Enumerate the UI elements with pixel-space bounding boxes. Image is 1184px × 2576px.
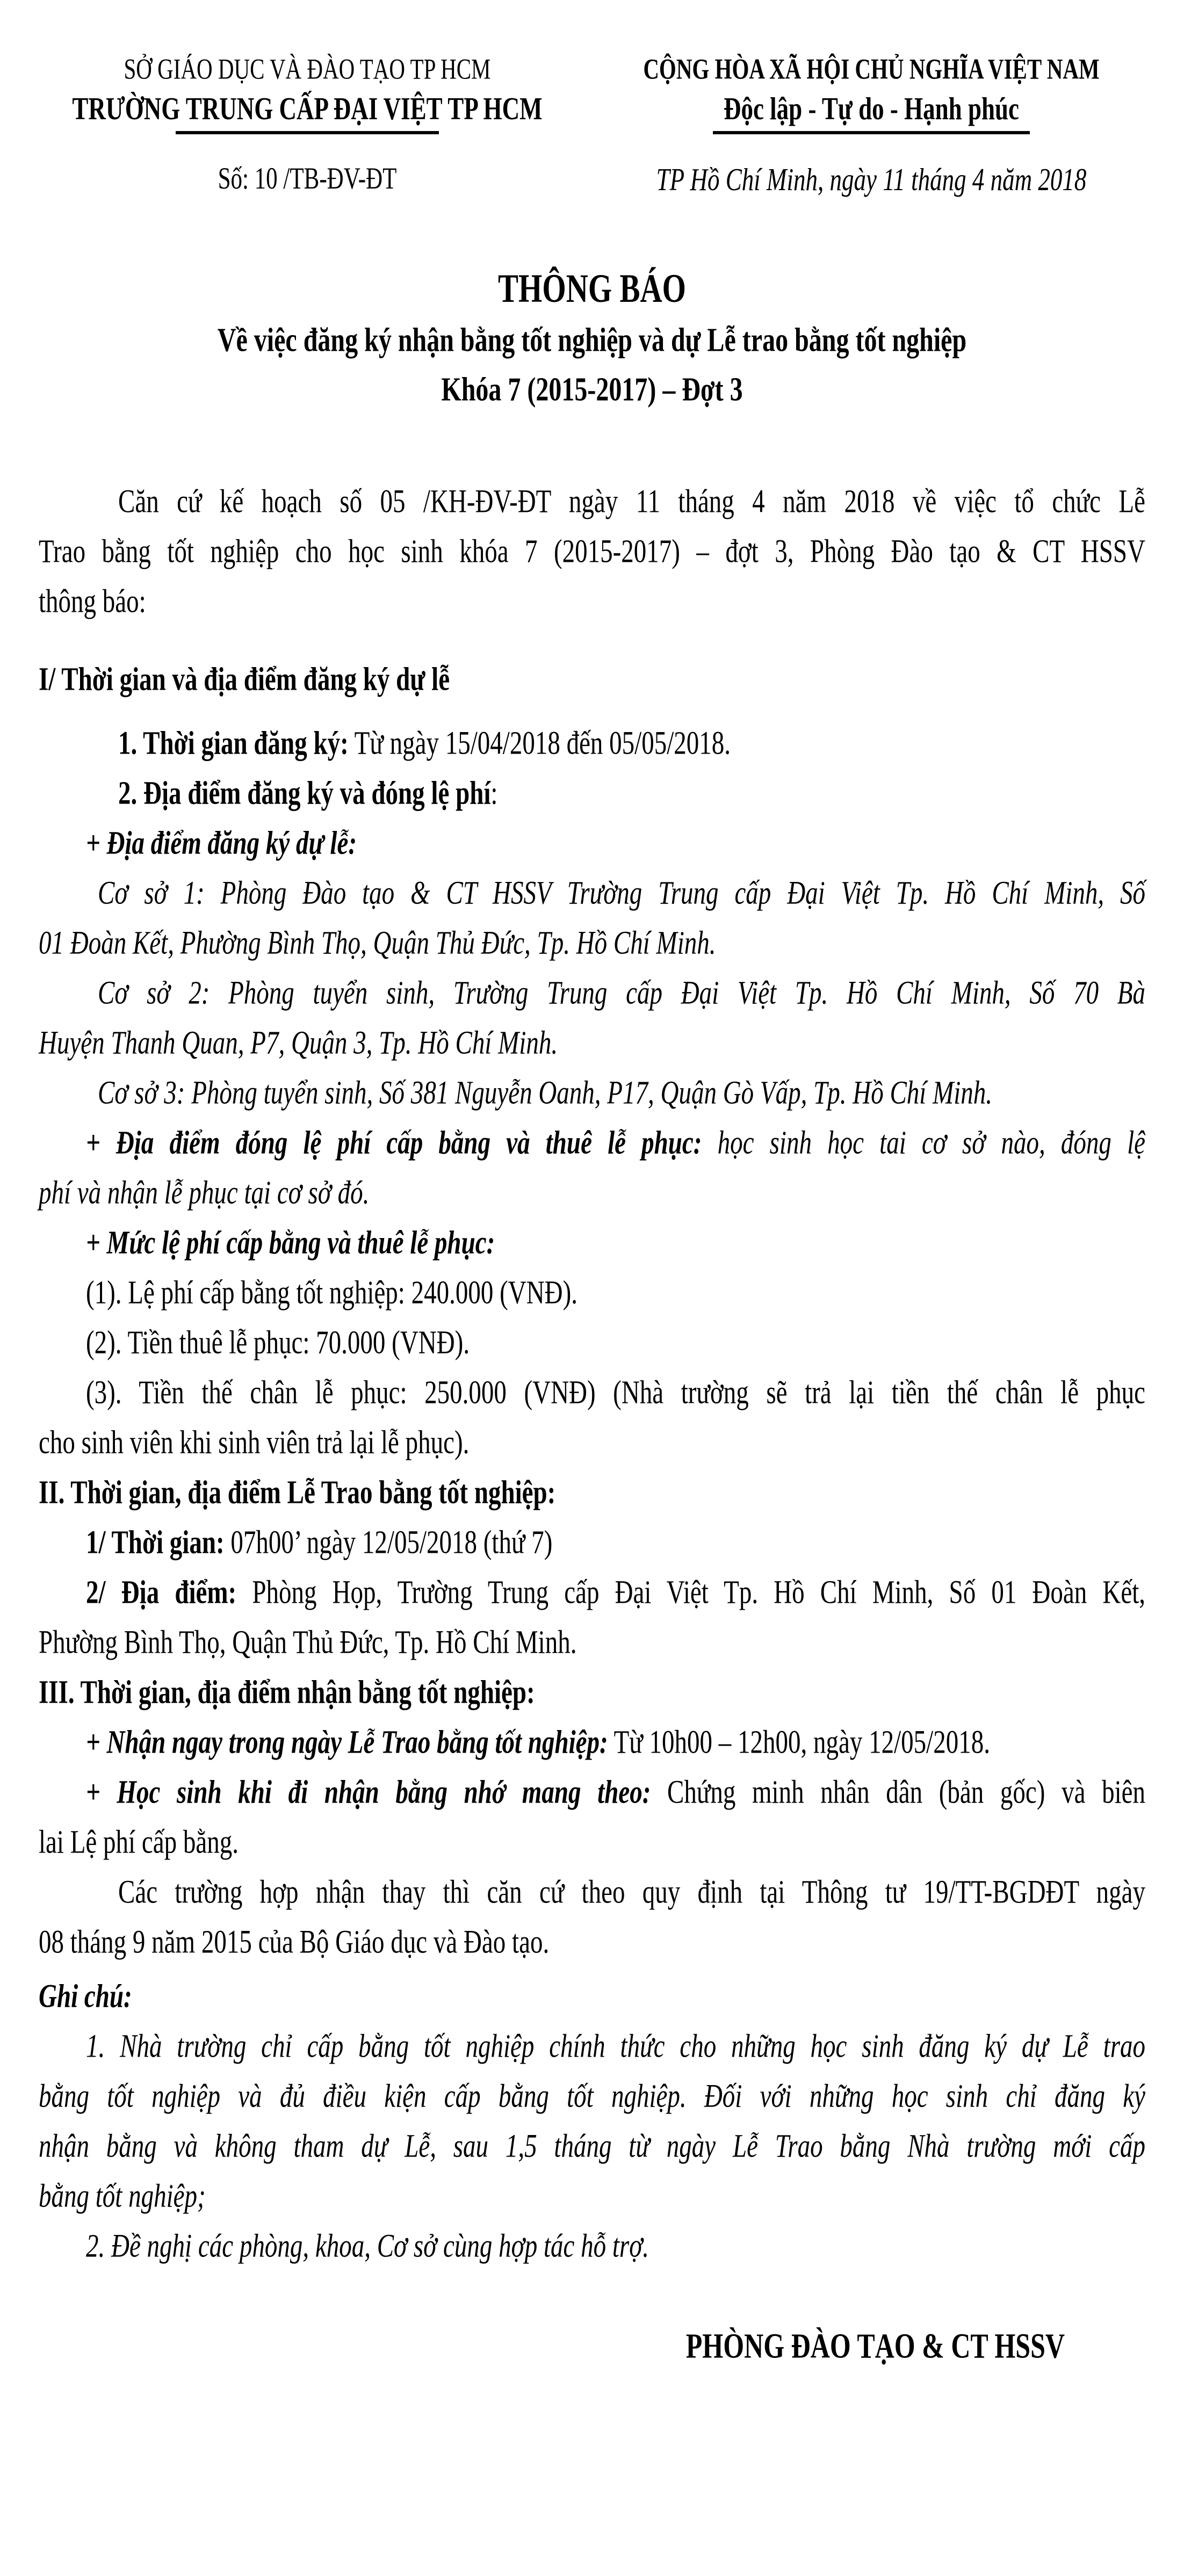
section3-bring-text-1: Chứng minh nhân dân (bản gốc) và biên — [667, 1774, 1146, 1811]
proxy-paragraph — [39, 1868, 1145, 1967]
section2-place-paragraph — [39, 1568, 1145, 1668]
proxy-line-1: Các trường hợp nhận thay thì căn cứ theo quy định tại Thông tư 19/TT-BGDĐT ngày — [118, 1874, 1145, 1911]
section3-bring-label: + Học sinh khi đi nhận bằng nhớ mang theo: — [86, 1774, 651, 1811]
intro-paragraph — [39, 477, 1145, 627]
fee-place-paragraph — [39, 1118, 1145, 1218]
section2-place-label: 2/ Địa điểm: — [86, 1574, 237, 1611]
section3-bring-line-2: lai Lệ phí cấp bằng. — [39, 1824, 239, 1861]
section2-time-text: 07h00’ ngày 12/05/2018 (thứ 7) — [230, 1524, 553, 1561]
section2-place-line-2: Phường Bình Thọ, Quận Thủ Đức, Tp. Hồ Chí Minh. — [39, 1624, 577, 1661]
campus3-line: Cơ sở 3: Phòng tuyển sinh, Số 381 Nguyễn Oanh, P17, Quận Gò Vấp, Tp. Hồ Chí Minh. — [98, 1075, 993, 1111]
letterhead-national-block — [597, 49, 1145, 199]
section2-place-text-1: Phòng Họp, Trường Trung cấp Đại Việt Tp. Hồ Chí Minh, Số 01 Đoàn Kết, — [252, 1574, 1145, 1611]
signature-department: PHÒNG ĐÀO TẠO & CT HSSV — [685, 2326, 1065, 2365]
section2-time-label: 1/ Thời gian: — [86, 1524, 225, 1561]
fee-place-label: + Địa điểm đóng lệ phí cấp bằng và thuê lễ phục: — [86, 1125, 702, 1161]
doc-batch-line: Khóa 7 (2015-2017) – Đợt 3 — [441, 371, 743, 408]
intro-line-3: thông báo: — [39, 583, 146, 620]
issuer-school-name: TRƯỜNG TRUNG CẤP ĐẠI VIỆT TP HCM — [72, 91, 543, 126]
note2-line: 2. Đề nghị các phòng, khoa, Cơ sở cùng hợp tác hỗ trợ. — [86, 2228, 649, 2264]
fee-item-1: (1). Lệ phí cấp bằng tốt nghiệp: 240.000 (VNĐ). — [86, 1275, 577, 1311]
fee-item-2: (2). Tiền thuê lễ phục: 70.000 (VNĐ). — [86, 1325, 470, 1361]
national-motto: Độc lập - Tự do - Hạnh phúc — [723, 91, 1020, 126]
letterhead — [39, 49, 1145, 199]
fee-place-line-2: phí và nhận lễ phục tại cơ sở đó. — [39, 1175, 370, 1211]
national-title: CỘNG HÒA XÃ HỘI CHỦ NGHĨA VIỆT NAM — [643, 52, 1100, 85]
fee-item-3 — [39, 1368, 1145, 1468]
section1-item2-label: 2. Địa điểm đăng ký và đóng lệ phí — [118, 775, 491, 812]
doc-title: THÔNG BÁO — [498, 266, 686, 311]
note1-line-1: 1. Nhà trường chỉ cấp bằng tốt nghiệp chính thức cho những học sinh đăng ký dự Lễ trao — [86, 2028, 1145, 2065]
section2-heading: II. Thời gian, địa điểm Lễ Trao bằng tốt nghiệp: — [39, 1474, 556, 1511]
notes-heading: Ghi chú: — [39, 1978, 132, 2015]
section1-item2-colon: : — [490, 775, 498, 812]
section3-bring-paragraph — [39, 1768, 1145, 1868]
section3-receive-label: + Nhận ngay trong ngày Lễ Trao bằng tốt nghiệp: — [86, 1724, 608, 1761]
reg-place-label: + Địa điểm đăng ký dự lễ: — [86, 825, 357, 862]
campus2-line-1: Cơ sở 2: Phòng tuyển sinh, Trường Trung cấp Đại Việt Tp. Hồ Chí Minh, Số 70 Bà — [98, 975, 1145, 1011]
fee-item-3-line-1: (3). Tiền thế chân lễ phục: 250.000 (VNĐ) (Nhà trường sẽ trả lại tiền thế chân lễ phục — [86, 1374, 1145, 1411]
section1-item1-label: 1. Thời gian đăng ký: — [118, 725, 349, 762]
campus1-paragraph — [39, 869, 1145, 968]
doc-number: Số: 10 /TB-ĐV-ĐT — [218, 162, 397, 196]
section3-heading: III. Thời gian, địa điểm nhận bằng tốt nghiệp: — [39, 1674, 535, 1711]
campus2-line-2: Huyện Thanh Quan, P7, Quận 3, Tp. Hồ Chí Minh. — [39, 1025, 558, 1061]
intro-line-1: Căn cứ kế hoạch số 05 /KH-ĐV-ĐT ngày 11 tháng 4 năm 2018 về việc tổ chức Lễ — [118, 483, 1145, 520]
note1-line-2: bằng tốt nghiệp và đủ điều kiện cấp bằng tốt nghiệp. Đối với những học sinh chỉ đăng ký — [39, 2078, 1145, 2115]
doc-subtitle: Về việc đăng ký nhận bằng tốt nghiệp và dự Lễ trao bằng tốt nghiệp — [217, 321, 967, 359]
fee-level-label: + Mức lệ phí cấp bằng và thuê lễ phục: — [86, 1225, 495, 1261]
campus1-line-2: 01 Đoàn Kết, Phường Bình Thọ, Quận Thủ Đức, Tp. Hồ Chí Minh. — [39, 925, 716, 961]
place-date-line: TP Hồ Chí Minh, ngày 11 tháng 4 năm 2018 — [656, 162, 1087, 197]
fee-place-text-1: học sinh học tai cơ sở nào, đóng lệ — [717, 1125, 1145, 1161]
campus1-line-1: Cơ sở 1: Phòng Đào tạo & CT HSSV Trường Trung cấp Đại Việt Tp. Hồ Chí Minh, Số — [98, 875, 1145, 911]
letterhead-issuer-block — [49, 49, 565, 199]
note1-line-3: nhận bằng và không tham dự Lễ, sau 1,5 tháng từ ngày Lễ Trao bằng Nhà trường mới cấp — [39, 2128, 1145, 2165]
proxy-line-2: 08 tháng 9 năm 2015 của Bộ Giáo dục và Đào tạo. — [39, 1924, 550, 1960]
fee-item-3-line-2: cho sinh viên khi sinh viên trả lại lễ phục). — [39, 1424, 470, 1461]
campus2-paragraph — [39, 968, 1145, 1068]
issuer-parent-agency: SỞ GIÁO DỤC VÀ ĐÀO TẠO TP HCM — [124, 52, 491, 85]
section1-item1-text: Từ ngày 15/04/2018 đến 05/05/2018. — [354, 725, 731, 762]
section1-heading: I/ Thời gian và địa điểm đăng ký dự lễ — [39, 661, 450, 698]
note1-line-4: bằng tốt nghiệp; — [39, 2178, 206, 2215]
signature-block — [39, 2318, 1145, 2374]
intro-line-2: Trao bằng tốt nghiệp cho học sinh khóa 7 (2015-2017) – đợt 3, Phòng Đào tạo & CT HSSV — [39, 533, 1145, 570]
section3-receive-text: Từ 10h00 – 12h00, ngày 12/05/2018. — [613, 1724, 990, 1761]
note1-paragraph — [39, 2022, 1145, 2222]
